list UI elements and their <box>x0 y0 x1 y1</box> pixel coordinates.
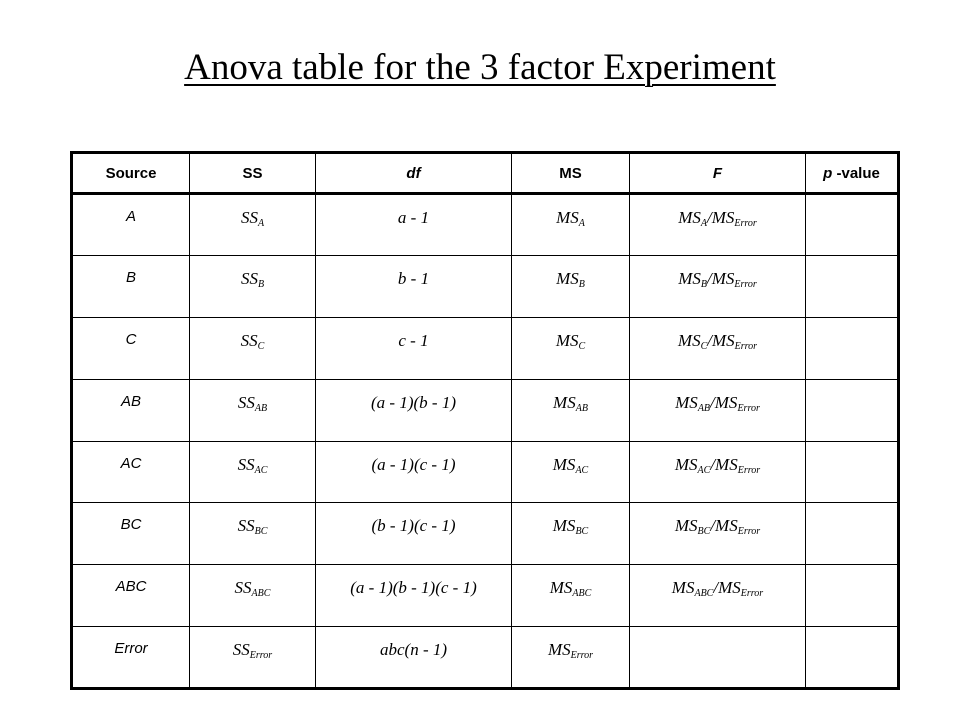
f-denominator-subscript: Error <box>737 464 761 476</box>
table-row <box>72 441 899 503</box>
ms-main: MS <box>549 578 573 598</box>
ss-subscript: B <box>257 278 265 290</box>
cell-source <box>72 503 190 565</box>
ms-subscript: Error <box>570 650 594 662</box>
cell-source <box>72 441 190 503</box>
f-numerator-subscript: C <box>700 340 708 352</box>
df-value: (a - 1)(b - 1) <box>371 392 456 412</box>
source-label: C <box>125 330 137 348</box>
table-body <box>72 194 899 689</box>
f-slash: / <box>710 454 716 474</box>
table-row <box>72 503 899 565</box>
f-numerator-main: MS <box>677 330 701 350</box>
cell-source <box>72 627 190 689</box>
ms-subscript: A <box>578 218 585 229</box>
ss-subscript: C <box>257 340 265 352</box>
df-value: c - 1 <box>398 330 429 350</box>
f-slash: / <box>710 392 715 412</box>
table-row <box>72 255 899 317</box>
cell-f <box>630 194 806 256</box>
cell-df <box>316 503 512 565</box>
ss-subscript: ABC <box>251 588 271 600</box>
cell-p-value <box>806 503 899 565</box>
cell-ss <box>190 565 316 627</box>
table-row <box>72 317 899 379</box>
source-label: B <box>125 268 136 286</box>
source-label: BC <box>120 516 142 534</box>
f-numerator-main: MS <box>674 454 698 474</box>
f-slash: / <box>713 578 719 598</box>
f-numerator-subscript: A <box>700 218 707 229</box>
cell-ms <box>512 627 630 689</box>
page-title: Anova table for the 3 factor Experiment <box>184 47 776 88</box>
table-row <box>72 194 899 256</box>
ss-subscript: A <box>257 218 265 229</box>
df-value: (a - 1)(b - 1)(c - 1) <box>350 578 477 598</box>
cell-p-value <box>806 317 899 379</box>
ss-subscript: BC <box>254 526 268 538</box>
ms-main: MS <box>556 268 579 288</box>
f-denominator-subscript: Error <box>734 218 757 229</box>
f-numerator-main: MS <box>675 392 698 412</box>
cell-p-value <box>806 194 899 256</box>
f-numerator-subscript: ABC <box>694 588 714 600</box>
cell-f <box>630 379 806 441</box>
cell-source <box>72 317 190 379</box>
header-p-rest: -value <box>832 164 880 182</box>
table-row <box>72 379 899 441</box>
cell-f <box>630 317 806 379</box>
ms-main: MS <box>547 640 571 660</box>
ss-subscript: AB <box>254 402 268 414</box>
source-label: ABC <box>115 578 147 596</box>
header-ms: MS <box>512 153 630 194</box>
cell-p-value <box>806 627 899 689</box>
f-numerator-main: MS <box>678 268 701 288</box>
header-df: df <box>316 153 512 194</box>
source-label: AB <box>120 392 141 410</box>
f-slash: / <box>707 330 712 350</box>
ss-main: SS <box>240 208 258 227</box>
ms-main: MS <box>552 454 576 474</box>
ms-main: MS <box>555 330 579 350</box>
cell-df <box>316 627 512 689</box>
f-numerator-subscript: B <box>700 278 707 290</box>
cell-ss <box>190 627 316 689</box>
f-denominator-subscript: Error <box>737 526 761 538</box>
ms-subscript: BC <box>575 526 589 538</box>
cell-p-value <box>806 379 899 441</box>
f-denominator-main: MS <box>718 578 741 598</box>
header-source: Source <box>72 153 190 194</box>
f-slash: / <box>710 516 716 536</box>
cell-ms <box>512 379 630 441</box>
cell-ms <box>512 317 630 379</box>
cell-f <box>630 565 806 627</box>
f-numerator-main: MS <box>671 578 695 598</box>
anova-table <box>70 151 900 690</box>
ss-main: SS <box>237 516 255 536</box>
ss-main: SS <box>234 578 252 598</box>
ss-main: SS <box>237 454 255 474</box>
source-label: Error <box>114 640 148 658</box>
ss-subscript: Error <box>249 650 273 662</box>
ms-main: MS <box>556 208 579 227</box>
header-ss: SS <box>190 153 316 194</box>
cell-f <box>630 627 806 689</box>
cell-df <box>316 317 512 379</box>
f-numerator-subscript: BC <box>697 526 711 538</box>
f-denominator-main: MS <box>711 268 735 288</box>
f-denominator-main: MS <box>714 392 738 412</box>
cell-ms <box>512 255 630 317</box>
cell-source <box>72 255 190 317</box>
cell-ms <box>512 194 630 256</box>
cell-df <box>316 441 512 503</box>
f-denominator-subscript: Error <box>734 278 757 290</box>
cell-ms <box>512 565 630 627</box>
df-value: a - 1 <box>397 208 430 227</box>
f-denominator-main: MS <box>715 516 738 536</box>
f-numerator-main: MS <box>678 208 701 227</box>
ms-subscript: ABC <box>572 588 592 600</box>
cell-p-value <box>806 441 899 503</box>
f-slash: / <box>706 208 712 227</box>
cell-ss <box>190 379 316 441</box>
f-numerator-subscript: AB <box>697 402 711 414</box>
cell-ms <box>512 503 630 565</box>
f-denominator-subscript: Error <box>734 340 758 352</box>
header-p-value <box>806 153 899 194</box>
cell-p-value <box>806 255 899 317</box>
df-value: abc(n - 1) <box>379 640 448 660</box>
cell-ss <box>190 503 316 565</box>
ss-main: SS <box>240 268 258 288</box>
cell-ms <box>512 441 630 503</box>
cell-source <box>72 565 190 627</box>
cell-f <box>630 503 806 565</box>
df-value: (b - 1)(c - 1) <box>371 516 456 536</box>
cell-df <box>316 565 512 627</box>
source-label: A <box>125 208 136 225</box>
cell-p-value <box>806 565 899 627</box>
f-denominator-main: MS <box>711 208 735 227</box>
cell-f <box>630 441 806 503</box>
ss-main: SS <box>232 640 250 660</box>
ms-main: MS <box>553 392 576 412</box>
ss-main: SS <box>240 330 258 350</box>
ss-main: SS <box>237 392 255 412</box>
cell-source <box>72 379 190 441</box>
cell-source <box>72 194 190 256</box>
header-row <box>72 153 899 194</box>
cell-ss <box>190 441 316 503</box>
header-f: F <box>630 153 806 194</box>
f-denominator-subscript: Error <box>737 402 760 414</box>
source-label: AC <box>120 454 142 472</box>
f-numerator-main: MS <box>674 516 698 536</box>
ms-subscript: B <box>578 278 585 290</box>
table-row <box>72 627 899 689</box>
f-denominator-main: MS <box>711 330 735 350</box>
ss-subscript: AC <box>254 464 268 476</box>
ms-main: MS <box>552 516 576 536</box>
table-row <box>72 565 899 627</box>
cell-ss <box>190 317 316 379</box>
cell-df <box>316 379 512 441</box>
cell-df <box>316 255 512 317</box>
df-value: (a - 1)(c - 1) <box>371 454 456 474</box>
ms-subscript: C <box>578 340 586 352</box>
cell-f <box>630 255 806 317</box>
f-numerator-subscript: AC <box>697 464 711 476</box>
cell-df <box>316 194 512 256</box>
f-denominator-main: MS <box>715 454 738 474</box>
f-denominator-subscript: Error <box>740 588 764 600</box>
f-slash: / <box>706 268 712 288</box>
ms-subscript: AB <box>575 402 588 414</box>
df-value: b - 1 <box>397 268 430 288</box>
cell-ss <box>190 255 316 317</box>
ms-subscript: AC <box>575 464 589 476</box>
cell-ss <box>190 194 316 256</box>
header-p-letter: p <box>823 164 833 182</box>
